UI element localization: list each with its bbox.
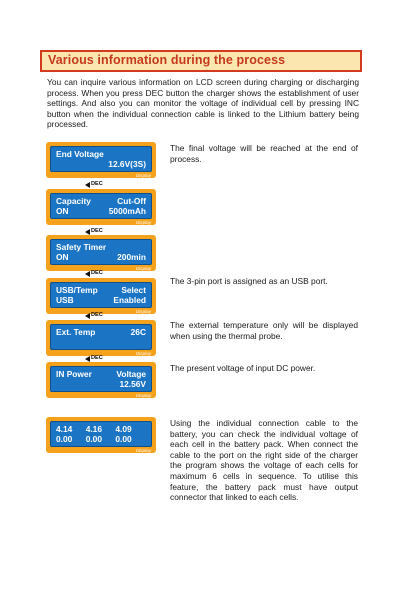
lcd-safety-timer [46, 235, 156, 271]
lcd-line2-right: 12.56V [119, 379, 146, 389]
section-title: Various information during the process [48, 53, 286, 67]
lcd-ext-temp [46, 320, 156, 356]
description-cell-voltages: Using the individual connection cable to the battery, you can check the individual voltage of each cell in the battery pack. When connect the cable to the port on the right side of the charger the program shows the voltage of each cells for maximum 6 cells in sequence. To utilise this feature, the battery pack must have output connector that linked to each cells. [170, 418, 358, 503]
lcd-line1-left: IN Power [56, 369, 92, 379]
lcd-screen [50, 366, 152, 392]
lcd-line1-right: 26C [130, 327, 146, 337]
lcd-input-power-voltage [46, 362, 156, 398]
cell-voltage: 4.16 [85, 424, 102, 434]
dec-label: DEC [91, 270, 103, 276]
intro-paragraph: You can inquire various information on LCD screen during charging or discharging process. When you press DEC button the charger shows the establishment of user settings. And also you can monitor the voltage of individual cell by pressing INC button when the individual connection cable is linked to the Lithium battery being processed. [47, 77, 359, 130]
display-label: Display [135, 220, 151, 225]
cell-voltage: 0.00 [115, 434, 132, 444]
lcd-cell-voltages [46, 417, 156, 453]
lcd-screen [50, 193, 152, 219]
lcd-line2-left: USB [56, 295, 74, 305]
dec-indicator [85, 270, 119, 278]
display-label: Display [135, 448, 151, 453]
cell-voltage: 0.00 [56, 434, 73, 444]
lcd-line1-left: Capacity [56, 196, 91, 206]
dec-indicator [85, 312, 119, 320]
display-label: Display [135, 393, 151, 398]
display-label: Display [135, 173, 151, 178]
description-input-power: The present voltage of input DC power. [170, 363, 316, 373]
lcd-line2-right: Enabled [113, 295, 146, 305]
section-title-bar [40, 50, 362, 72]
left-arrow-icon [85, 313, 90, 319]
dec-label: DEC [91, 181, 103, 187]
description-usb-port: The 3-pin port is assigned as an USB port. [170, 276, 328, 286]
display-label: Display [135, 351, 151, 356]
lcd-line1-left: Ext. Temp [56, 327, 96, 337]
dec-label: DEC [91, 312, 103, 318]
lcd-capacity-cutoff [46, 189, 156, 225]
description-ext-temp: The external temperature only will be displayed when using the thermal probe. [170, 320, 358, 341]
lcd-line1-left: End Voltage [56, 149, 104, 159]
lcd-screen [50, 146, 152, 172]
cell-voltage: 4.09 [115, 424, 132, 434]
lcd-screen [50, 324, 152, 350]
lcd-line2-right: 5000mAh [108, 206, 146, 216]
lcd-line2-right: 12.6V(3S) [108, 159, 146, 169]
dec-label: DEC [91, 355, 103, 361]
lcd-line1-left: USB/Temp [56, 285, 98, 295]
lcd-line2-right: 200min [117, 252, 146, 262]
lcd-screen [50, 282, 152, 308]
lcd-screen [50, 421, 152, 447]
display-label: Display [135, 309, 151, 314]
left-arrow-icon [85, 271, 90, 277]
lcd-line1-right: Select [121, 285, 146, 295]
cell-voltage: 4.14 [56, 424, 73, 434]
lcd-line1-right: Cut-Off [117, 196, 146, 206]
lcd-line1-left: Safety Timer [56, 242, 107, 252]
description-end-voltage: The final voltage will be reached at the end of process. [170, 143, 358, 164]
lcd-line2-left: ON [56, 252, 69, 262]
left-arrow-icon [85, 182, 90, 188]
lcd-usb-temp-select [46, 278, 156, 314]
lcd-end-voltage [46, 142, 156, 178]
lcd-line2-left: ON [56, 206, 69, 216]
display-label: Display [135, 266, 151, 271]
lcd-screen [50, 239, 152, 265]
lcd-line1-right: Voltage [116, 369, 146, 379]
cell-voltage: 0.00 [85, 434, 102, 444]
dec-label: DEC [91, 228, 103, 234]
dec-indicator [85, 181, 119, 189]
